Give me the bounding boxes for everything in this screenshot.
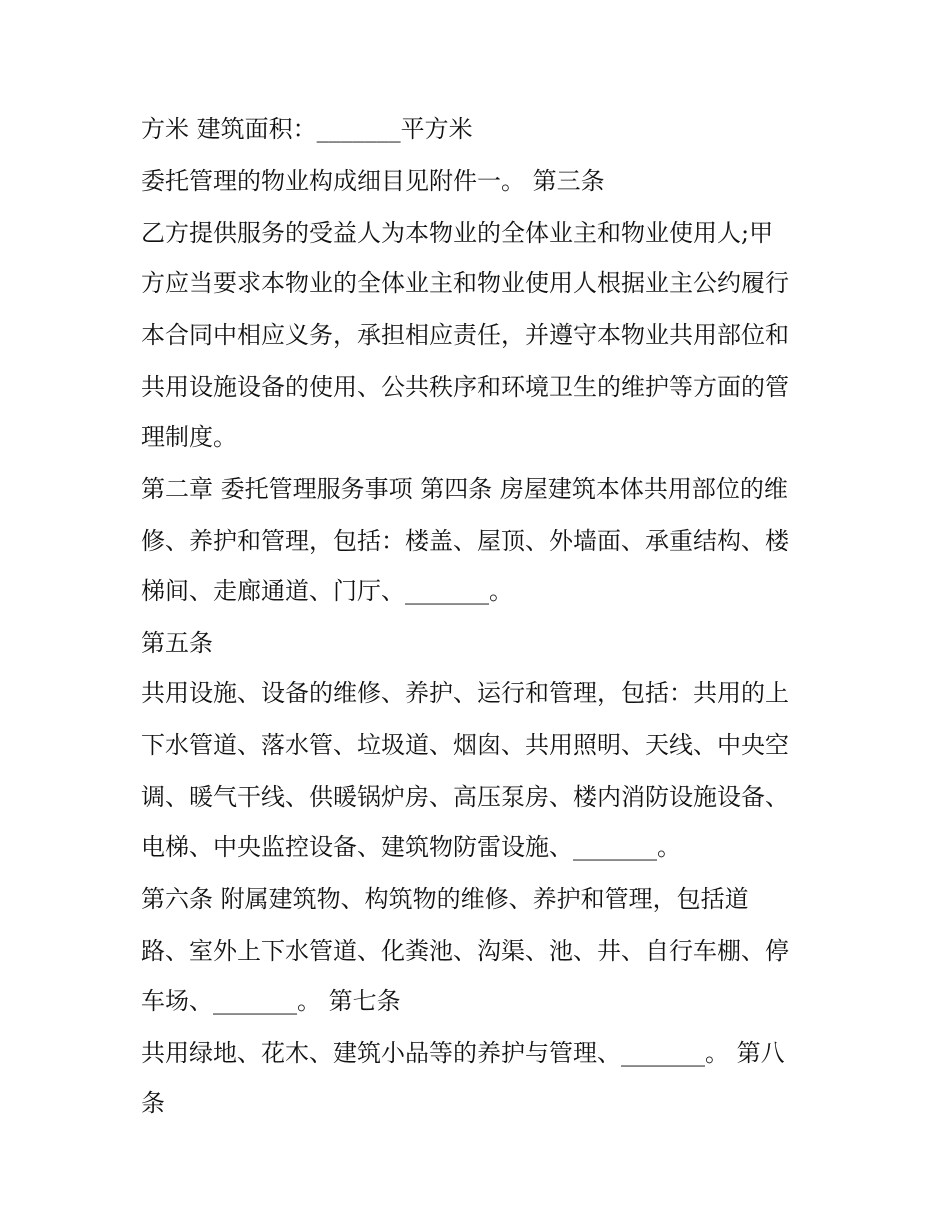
text-line: 共用设施、设备的维修、养护、运行和管理，包括：共用的上 [141,679,789,707]
text-line: 第二章 委托管理服务事项 第四条 房屋建筑本体共用部位的维 [141,475,788,503]
text-line: 委托管理的物业构成细目见附件一。 第三条 [141,167,605,195]
text-line: 车场、_______。 第七条 [141,987,401,1015]
text-line: 方应当要求本物业的全体业主和物业使用人根据业主公约履行 [141,269,789,297]
text-line: 调、暖气干线、供暖锅炉房、高压泵房、楼内消防设施设备、 [141,783,789,811]
text-line: 第六条 附属建筑物、构筑物的维修、养护和管理，包括道 [141,885,749,913]
text-line: 条 [141,1089,165,1117]
text-line: 共用设施设备的使用、公共秩序和环境卫生的维护等方面的管 [141,373,789,401]
text-line: 理制度。 [141,423,237,451]
text-line: 方米 建筑面积：_______平方米 [141,115,473,143]
text-line: 本合同中相应义务，承担相应责任，并遵守本物业共用部位和 [141,321,789,349]
text-line: 乙方提供服务的受益人为本物业的全体业主和物业使用人;甲 [141,219,774,247]
text-line: 修、养护和管理，包括：楼盖、屋顶、外墙面、承重结构、楼 [141,527,789,555]
text-line: 下水管道、落水管、垃圾道、烟囱、共用照明、天线、中央空 [141,731,789,759]
text-line: 第五条 [141,629,213,657]
text-line: 电梯、中央监控设备、建筑物防雷设施、_______。 [141,833,681,861]
text-line: 共用绿地、花木、建筑小品等的养护与管理、_______。 第八 [141,1039,785,1067]
text-line: 路、室外上下水管道、化粪池、沟渠、池、井、自行车棚、停 [141,937,789,965]
text-line: 梯间、走廊通道、门厅、_______。 [141,577,513,605]
